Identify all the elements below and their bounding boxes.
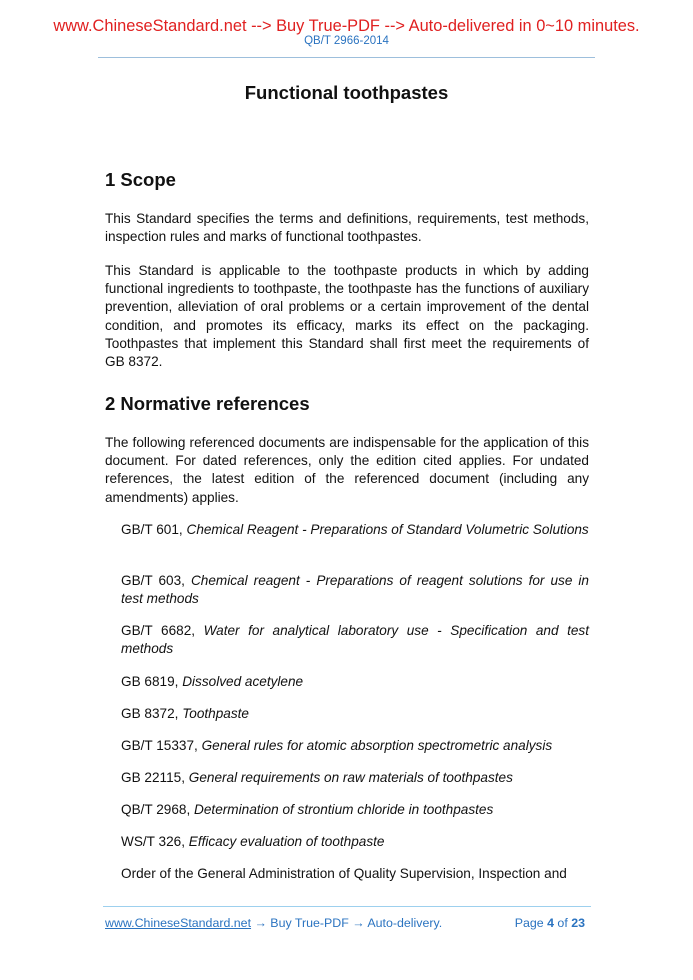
reference-item bbox=[121, 833, 589, 851]
reference-title: General requirements on raw materials of toothpastes bbox=[188, 770, 513, 785]
reference-item bbox=[121, 705, 589, 723]
standard-code: QB/T 2966-2014 bbox=[304, 35, 389, 47]
reference-item bbox=[121, 801, 589, 819]
reference-code: Order of the General Administration of Quality Supervision, Inspection and bbox=[121, 866, 567, 881]
reference-title: General rules for atomic absorption spectrometric analysis bbox=[201, 738, 553, 753]
reference-code: GB 22115, bbox=[121, 770, 189, 785]
section-heading-scope: 1 Scope bbox=[105, 169, 176, 190]
reference-title: Chemical reagent - Preparations of reagent solutions for use in test methods bbox=[121, 573, 589, 607]
page-of: of bbox=[553, 916, 572, 930]
reference-code: GB/T 603, bbox=[121, 573, 191, 588]
reference-item bbox=[121, 737, 589, 755]
references-intro-paragraph: The following referenced documents are indispensable for the application of this document. For dated references, only the edition cited applies. For undated references, the latest edition of the referenced document (including any amendments) applies. bbox=[105, 435, 589, 505]
scope-paragraph-2: This Standard is applicable to the toothpaste products in which by adding functional ingredients to toothpaste, the toothpaste has the functions of auxiliary prevention, alleviation of oral problems or a certain improvement of the dental condition, and promotes its efficacy, marks its effect on the packaging. Toothpastes that implement this Standard shall first meet the requirements of GB 8372. bbox=[105, 263, 589, 370]
reference-code: GB 6819, bbox=[121, 674, 183, 689]
footer-divider bbox=[103, 906, 591, 907]
reference-item bbox=[121, 622, 589, 658]
document-title: Functional toothpastes bbox=[244, 82, 449, 103]
reference-title: Water for analytical laboratory use - Specification and test methods bbox=[121, 623, 589, 657]
reference-title: Chemical Reagent - Preparations of Standard Volumetric Solutions bbox=[186, 522, 589, 537]
reference-code: WS/T 326, bbox=[121, 834, 189, 849]
page-total: 23 bbox=[571, 916, 585, 930]
reference-item bbox=[121, 769, 589, 787]
reference-item bbox=[121, 865, 589, 883]
section-heading-normative-references: 2 Normative references bbox=[105, 393, 310, 414]
reference-title: Determination of strontium chloride in toothpastes bbox=[194, 802, 494, 817]
promo-banner[interactable]: www.ChineseStandard.net --> Buy True-PDF --> Auto-delivered in 0~10 minutes. bbox=[53, 17, 640, 35]
page-current: 4 bbox=[547, 916, 554, 930]
reference-code: GB/T 6682, bbox=[121, 623, 204, 638]
reference-title: Efficacy evaluation of toothpaste bbox=[188, 834, 385, 849]
page-footer bbox=[105, 916, 585, 931]
footer-tagline: → Buy True-PDF → Auto-delivery. bbox=[251, 916, 443, 930]
reference-code: QB/T 2968, bbox=[121, 802, 195, 817]
reference-title: Toothpaste bbox=[182, 706, 249, 721]
reference-code: GB/T 15337, bbox=[121, 738, 202, 753]
reference-item bbox=[121, 673, 589, 691]
scope-paragraph-1: This Standard specifies the terms and definitions, requirements, test methods, inspection rules and marks of functional toothpastes. bbox=[105, 211, 589, 245]
header-divider bbox=[98, 57, 595, 58]
page-indicator bbox=[515, 916, 585, 931]
reference-item bbox=[121, 572, 589, 608]
footer-site-link[interactable]: www.ChineseStandard.net bbox=[105, 916, 252, 930]
reference-code: GB/T 601, bbox=[121, 522, 187, 537]
reference-title: Dissolved acetylene bbox=[182, 674, 304, 689]
page-label: Page bbox=[514, 916, 548, 930]
reference-item bbox=[121, 521, 589, 539]
reference-code: GB 8372, bbox=[121, 706, 183, 721]
